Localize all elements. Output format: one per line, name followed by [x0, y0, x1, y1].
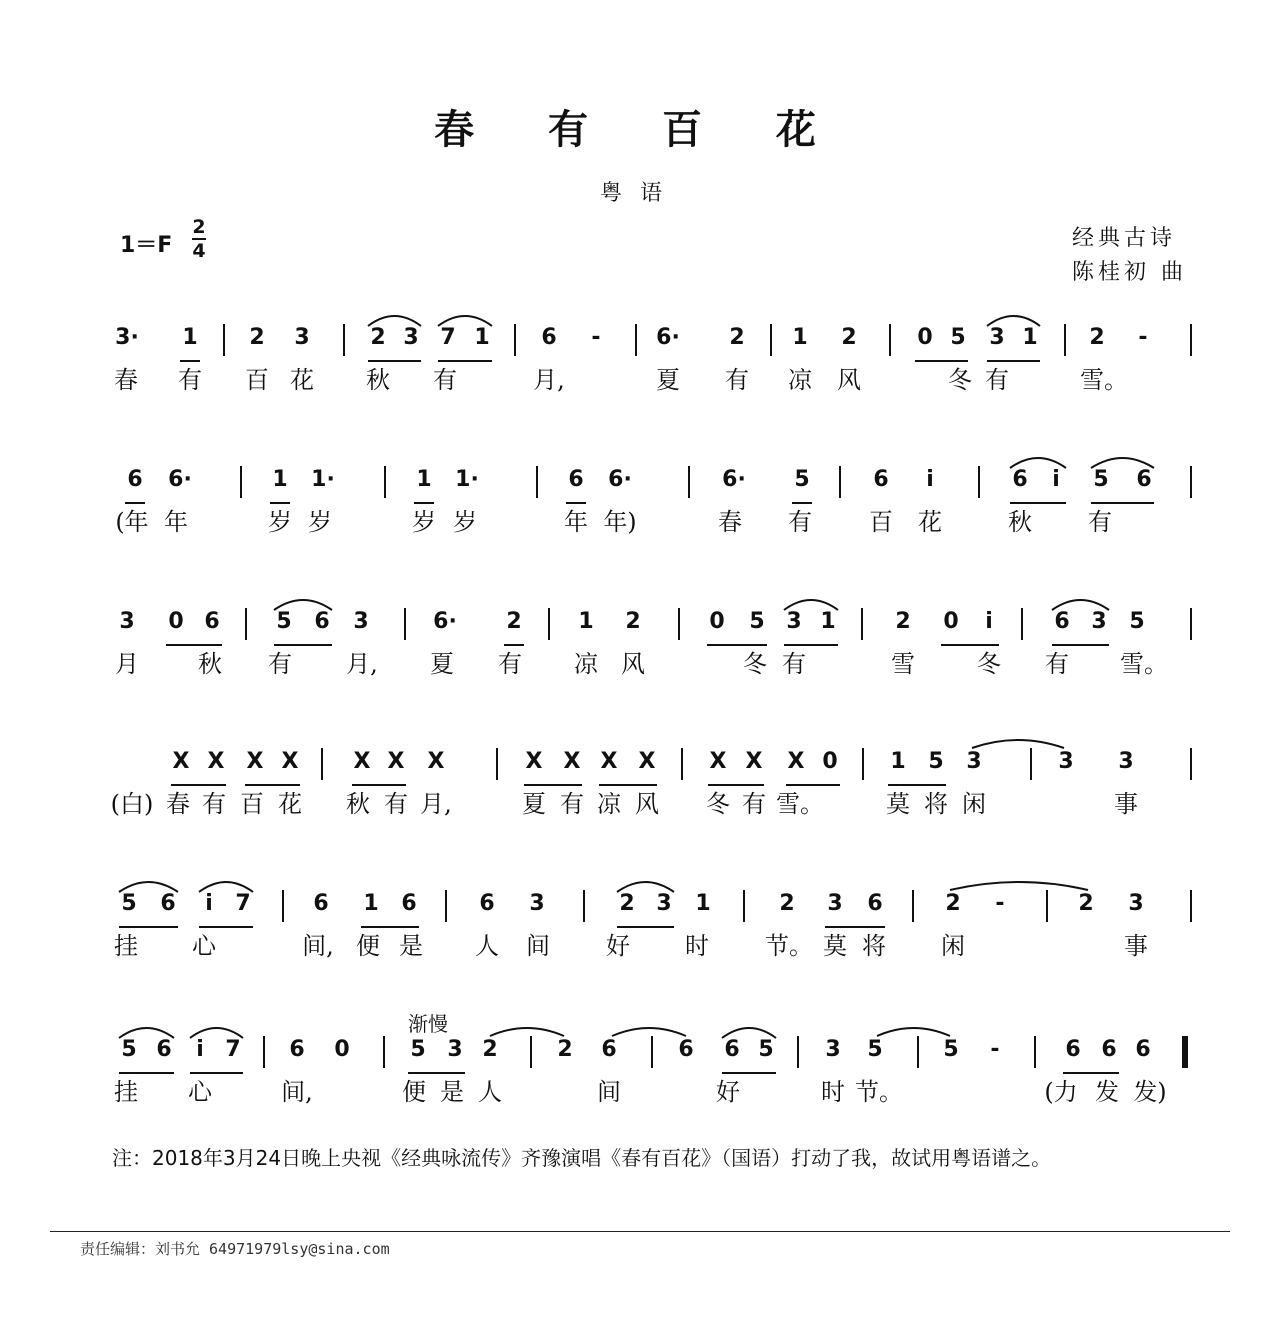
- lyric-word: 事: [1114, 790, 1138, 818]
- note: 1: [820, 609, 836, 634]
- note: 1: [182, 325, 198, 350]
- lyric-word: 秋: [198, 650, 222, 678]
- note: 3: [1118, 749, 1134, 774]
- note: 5: [867, 1037, 883, 1062]
- note: 6: [204, 609, 220, 634]
- note: 1: [890, 749, 906, 774]
- lyrics-line: [0, 784, 1280, 824]
- note: X: [709, 749, 727, 774]
- tempo-marking: 渐慢: [408, 1012, 448, 1036]
- lyric-word: 是: [440, 1078, 464, 1106]
- note: 6: [1054, 609, 1070, 634]
- note: 2: [1078, 891, 1094, 916]
- note: 3: [827, 891, 843, 916]
- lyric-word: 春: [718, 508, 742, 536]
- note: 5: [410, 1037, 426, 1062]
- lyric-word: 月,: [346, 650, 378, 678]
- note: 5: [121, 891, 137, 916]
- lyric-word: (年: [115, 508, 149, 536]
- lyrics-line: [0, 1072, 1280, 1112]
- score-row-2: [0, 460, 1280, 550]
- lyric-word: 有: [268, 650, 292, 678]
- tie: [877, 1028, 950, 1036]
- song-title: 春 有 百 花: [434, 106, 846, 153]
- note: 2: [729, 325, 745, 350]
- lyric-word: 有: [560, 790, 584, 818]
- note: 0: [709, 609, 725, 634]
- score-row-5: [0, 884, 1280, 974]
- lyric-word: 有: [498, 650, 522, 678]
- note: 6: [1136, 467, 1152, 492]
- slur: [722, 1028, 776, 1038]
- composer: 陈桂初 曲: [1072, 260, 1187, 285]
- slur: [617, 882, 674, 892]
- lyric-word: 冬: [743, 650, 767, 678]
- note: 3: [447, 1037, 463, 1062]
- lyric-word: 挂: [114, 1078, 138, 1106]
- note: X: [563, 749, 581, 774]
- lyric-word: 间: [526, 932, 550, 960]
- slur: [190, 1028, 243, 1038]
- note: 6: [678, 1037, 694, 1062]
- lyrics-line: [0, 926, 1280, 966]
- slur: [119, 882, 178, 892]
- lyric-word: 人: [475, 932, 499, 960]
- lyric-word: 岁: [308, 508, 332, 536]
- lyric-word: 冬: [977, 650, 1001, 678]
- score-row-4: [0, 742, 1280, 832]
- note: 1: [416, 467, 432, 492]
- lyric-word: 百: [240, 790, 264, 818]
- slur: [199, 882, 253, 892]
- lyric-word: (白): [110, 790, 154, 818]
- lyric-word: 有: [788, 508, 812, 536]
- lyric-word: 是: [399, 932, 423, 960]
- lyric-word: 好: [606, 932, 630, 960]
- note: X: [638, 749, 656, 774]
- lyric-word: 秋: [366, 366, 390, 394]
- note: 5: [1129, 609, 1145, 634]
- note: X: [745, 749, 763, 774]
- note: 2: [945, 891, 961, 916]
- note: 5: [794, 467, 810, 492]
- lyric-word: 百: [869, 508, 893, 536]
- note: 6·: [608, 467, 632, 492]
- lyrics-line: [0, 360, 1280, 400]
- lyric-word: 间: [597, 1078, 621, 1106]
- note: X: [525, 749, 543, 774]
- lyric-word: 有: [1045, 650, 1069, 678]
- note: 5: [121, 1037, 137, 1062]
- note: 5: [950, 325, 966, 350]
- lyric-word: 间,: [302, 932, 334, 960]
- note: 6: [1101, 1037, 1117, 1062]
- note: 6·: [722, 467, 746, 492]
- note: X: [281, 749, 299, 774]
- note: 3: [989, 325, 1005, 350]
- note: i: [196, 1037, 204, 1062]
- lyric-word: 莫: [886, 790, 910, 818]
- note: 6·: [433, 609, 457, 634]
- note: 1: [792, 325, 808, 350]
- note: 6: [1065, 1037, 1081, 1062]
- note: 3: [1058, 749, 1074, 774]
- note: 6: [873, 467, 889, 492]
- note: 6: [724, 1037, 740, 1062]
- note: 3: [529, 891, 545, 916]
- time-signature-bottom: 4: [192, 240, 206, 262]
- slur: [368, 316, 421, 326]
- note: -: [995, 891, 1005, 916]
- lyric-word: 将: [862, 932, 886, 960]
- tie: [612, 1028, 686, 1036]
- score-row-1: [0, 318, 1280, 408]
- note: 6: [401, 891, 417, 916]
- credits: [1072, 222, 1187, 290]
- lyric-word: 夏: [522, 790, 546, 818]
- note: X: [427, 749, 445, 774]
- lyric-word: 有: [1088, 508, 1112, 536]
- note: X: [246, 749, 264, 774]
- note: 3: [1091, 609, 1107, 634]
- lyric-word: 雪。: [776, 790, 824, 818]
- note: 5: [928, 749, 944, 774]
- lyric-word: 闲: [941, 932, 965, 960]
- lyric-word: 将: [924, 790, 948, 818]
- lyric-word: 夏: [656, 366, 680, 394]
- lyric-word: 好: [716, 1078, 740, 1106]
- lyric-word: 凉: [597, 790, 621, 818]
- note: -: [591, 325, 601, 350]
- lyric-word: 夏: [430, 650, 454, 678]
- lyric-word: 岁: [453, 508, 477, 536]
- note: 6: [156, 1037, 172, 1062]
- lyric-word: 节。: [765, 932, 813, 960]
- lyric-word: 年): [603, 508, 637, 536]
- score-row-6: [0, 1030, 1280, 1120]
- note: 0: [943, 609, 959, 634]
- note: 2: [1089, 325, 1105, 350]
- note: X: [387, 749, 405, 774]
- lyric-word: 节。: [855, 1078, 903, 1106]
- note: 0: [822, 749, 838, 774]
- note: 2: [625, 609, 641, 634]
- note: 2: [249, 325, 265, 350]
- lyric-word: 有: [384, 790, 408, 818]
- note: X: [353, 749, 371, 774]
- note: 3·: [115, 325, 139, 350]
- note: 1·: [455, 467, 479, 492]
- note: 1·: [311, 467, 335, 492]
- note: X: [787, 749, 805, 774]
- lyric-word: 发): [1133, 1078, 1167, 1106]
- lyric-word: 有: [178, 366, 202, 394]
- note: 5: [1093, 467, 1109, 492]
- note: 6: [314, 609, 330, 634]
- lyric-word: 花: [278, 790, 302, 818]
- note: 6·: [168, 467, 192, 492]
- note: i: [1052, 467, 1060, 492]
- note: 3: [353, 609, 369, 634]
- slur: [438, 316, 492, 326]
- note: 2: [370, 325, 386, 350]
- note: 6: [1135, 1037, 1151, 1062]
- lyrics-line: [0, 644, 1280, 684]
- note: i: [926, 467, 934, 492]
- lyric-word: 有: [725, 366, 749, 394]
- lyric-word: 年: [564, 508, 588, 536]
- lyric-word: 有: [782, 650, 806, 678]
- note: -: [990, 1037, 1000, 1062]
- note: 2: [841, 325, 857, 350]
- tie: [490, 1028, 564, 1036]
- lyric-word: 冬: [706, 790, 730, 818]
- note: 3: [1128, 891, 1144, 916]
- note: 6: [601, 1037, 617, 1062]
- note: 0: [168, 609, 184, 634]
- note: 6: [479, 891, 495, 916]
- lyric-word: 花: [290, 366, 314, 394]
- note: 3: [403, 325, 419, 350]
- lyricist: 经典古诗: [1072, 226, 1177, 251]
- note: 1: [272, 467, 288, 492]
- note: 5: [276, 609, 292, 634]
- note: 5: [758, 1037, 774, 1062]
- lyric-word: 花: [918, 508, 942, 536]
- language-subtitle: 粤语: [599, 181, 680, 206]
- lyric-word: 便: [356, 932, 380, 960]
- lyric-word: 凉: [788, 366, 812, 394]
- note: X: [600, 749, 618, 774]
- lyric-word: 心: [192, 932, 216, 960]
- lyric-word: 百: [245, 366, 269, 394]
- note: 5: [749, 609, 765, 634]
- slur: [1052, 600, 1109, 610]
- lyric-word: 岁: [412, 508, 436, 536]
- note: 6: [1012, 467, 1028, 492]
- editor-credit: 责任编辑：刘书允 64971979lsy@sina.com: [80, 1240, 390, 1258]
- note: 0: [917, 325, 933, 350]
- lyric-word: 冬: [948, 366, 972, 394]
- note: 1: [474, 325, 490, 350]
- note: 1: [1022, 325, 1038, 350]
- lyric-word: 年: [164, 508, 188, 536]
- slur: [1010, 458, 1066, 468]
- note: 6: [127, 467, 143, 492]
- note: 3: [966, 749, 982, 774]
- note: 3: [786, 609, 802, 634]
- slur: [119, 1028, 174, 1038]
- lyric-word: 便: [402, 1078, 426, 1106]
- note: 2: [482, 1037, 498, 1062]
- lyric-word: 岁: [268, 508, 292, 536]
- note: 2: [506, 609, 522, 634]
- score-row-3: [0, 602, 1280, 692]
- lyric-word: 事: [1124, 932, 1148, 960]
- note: 3: [825, 1037, 841, 1062]
- lyric-word: 心: [188, 1078, 212, 1106]
- note: 3: [294, 325, 310, 350]
- time-signature: [192, 216, 206, 262]
- note: i: [985, 609, 993, 634]
- note: 2: [779, 891, 795, 916]
- lyric-word: 时: [685, 932, 709, 960]
- note: 6: [160, 891, 176, 916]
- note: 5: [943, 1037, 959, 1062]
- lyric-word: 时: [821, 1078, 845, 1106]
- lyric-word: 有: [433, 366, 457, 394]
- note: 2: [619, 891, 635, 916]
- note: X: [172, 749, 190, 774]
- note: 7: [225, 1037, 241, 1062]
- note: 2: [895, 609, 911, 634]
- lyric-word: 月,: [420, 790, 452, 818]
- lyric-word: 秋: [1008, 508, 1032, 536]
- note: 7: [235, 891, 251, 916]
- note: 0: [334, 1037, 350, 1062]
- lyric-word: 风: [837, 366, 861, 394]
- lyric-word: 春: [166, 790, 190, 818]
- note: -: [1138, 325, 1148, 350]
- note: 6: [289, 1037, 305, 1062]
- lyric-word: 雪: [891, 650, 915, 678]
- lyric-word: 人: [478, 1078, 502, 1106]
- note: 6: [313, 891, 329, 916]
- lyric-word: 凉: [574, 650, 598, 678]
- tie: [950, 882, 1088, 890]
- divider: [50, 1231, 1230, 1232]
- tie: [972, 740, 1064, 748]
- lyric-word: 雪。: [1120, 650, 1168, 678]
- lyric-word: (力: [1044, 1078, 1078, 1106]
- lyric-word: 风: [621, 650, 645, 678]
- lyric-word: 月: [115, 650, 139, 678]
- note: 1: [578, 609, 594, 634]
- lyric-word: 风: [635, 790, 659, 818]
- lyric-word: 有: [202, 790, 226, 818]
- lyric-word: 春: [114, 366, 138, 394]
- key-signature: 1＝F: [120, 233, 173, 258]
- note: 7: [440, 325, 456, 350]
- note: 6: [568, 467, 584, 492]
- slur: [784, 600, 838, 610]
- footnote: 注：2018年3月24日晚上央视《经典咏流传》齐豫演唱《春有百花》（国语）打动了我，故试用粤语谱之。: [112, 1146, 1052, 1170]
- lyric-word: 有: [742, 790, 766, 818]
- lyric-word: 间,: [281, 1078, 313, 1106]
- lyric-word: 秋: [346, 790, 370, 818]
- lyric-word: 挂: [114, 932, 138, 960]
- lyrics-line: [0, 502, 1280, 542]
- note: X: [207, 749, 225, 774]
- slur: [274, 600, 332, 610]
- lyric-word: 发: [1095, 1078, 1119, 1106]
- note: 2: [557, 1037, 573, 1062]
- slur: [1091, 458, 1154, 468]
- time-signature-top: 2: [192, 216, 206, 238]
- note: 6·: [656, 325, 680, 350]
- lyric-word: 莫: [823, 932, 847, 960]
- note: 3: [656, 891, 672, 916]
- note: i: [205, 891, 213, 916]
- lyric-word: 雪。: [1080, 366, 1128, 394]
- note: 6: [541, 325, 557, 350]
- lyric-word: 月,: [533, 366, 565, 394]
- slur: [987, 316, 1040, 326]
- note: 3: [119, 609, 135, 634]
- lyric-word: 有: [985, 366, 1009, 394]
- note: 1: [363, 891, 379, 916]
- note: 1: [695, 891, 711, 916]
- note: 6: [867, 891, 883, 916]
- lyric-word: 闲: [962, 790, 986, 818]
